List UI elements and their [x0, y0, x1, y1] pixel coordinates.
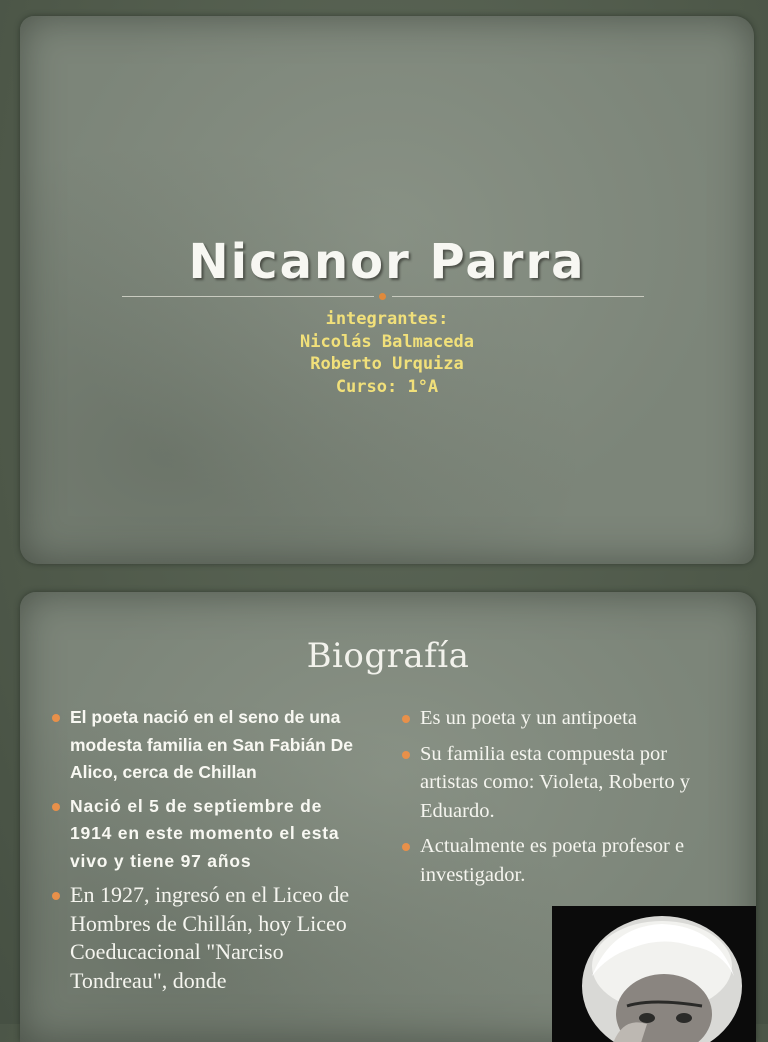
title-slide	[20, 16, 754, 564]
list-item	[48, 881, 368, 995]
list-item-text: Es un poeta y un antipoeta	[420, 707, 637, 729]
biography-slide	[20, 592, 756, 1042]
portrait-photo	[552, 906, 756, 1042]
bullet-icon	[402, 715, 410, 723]
list-item	[48, 793, 368, 876]
divider-right	[392, 296, 644, 297]
subtitle-line: Curso: 1°A	[335, 376, 439, 397]
list-item-text: El poeta nació en el seno de una modesta familia en San Fabián De Alico, cerca de Chillan	[70, 707, 353, 782]
right-bullet-list	[398, 704, 728, 896]
slide-title: Nicanor Parra	[188, 234, 586, 290]
divider-left	[122, 296, 374, 297]
bullet-icon	[52, 892, 60, 900]
list-item	[398, 832, 728, 889]
list-item-text: En 1927, ingresó en el Liceo de Hombres de Chillán, hoy Liceo Coeducacional "Narciso Tondreau", donde	[70, 882, 350, 993]
slide-title: Biografía	[306, 636, 470, 676]
list-item-text: Nació el 5 de septiembre de 1914 en este momento el esta vivo y tiene 97 años	[70, 795, 340, 871]
subtitle-line: integrantes:	[325, 309, 449, 329]
left-bullet-list	[48, 704, 368, 1002]
list-item-text: Actualmente es poeta profesor e investigador.	[420, 835, 685, 886]
bullet-icon	[402, 751, 410, 759]
bullet-icon	[52, 803, 60, 811]
bullet-icon	[402, 843, 410, 851]
list-item	[48, 704, 368, 787]
list-item-text: Su familia esta compuesta por artistas como: Violeta, Roberto y Eduardo.	[420, 742, 690, 822]
divider-dot	[379, 293, 386, 300]
subtitle	[20, 308, 754, 398]
subtitle-line: Nicolás Balmaceda	[300, 331, 474, 352]
bullet-icon	[52, 714, 60, 722]
subtitle-line: Roberto Urquiza	[310, 354, 464, 374]
list-item	[398, 704, 728, 733]
list-item	[398, 740, 728, 826]
portrait-icon	[552, 906, 756, 1042]
